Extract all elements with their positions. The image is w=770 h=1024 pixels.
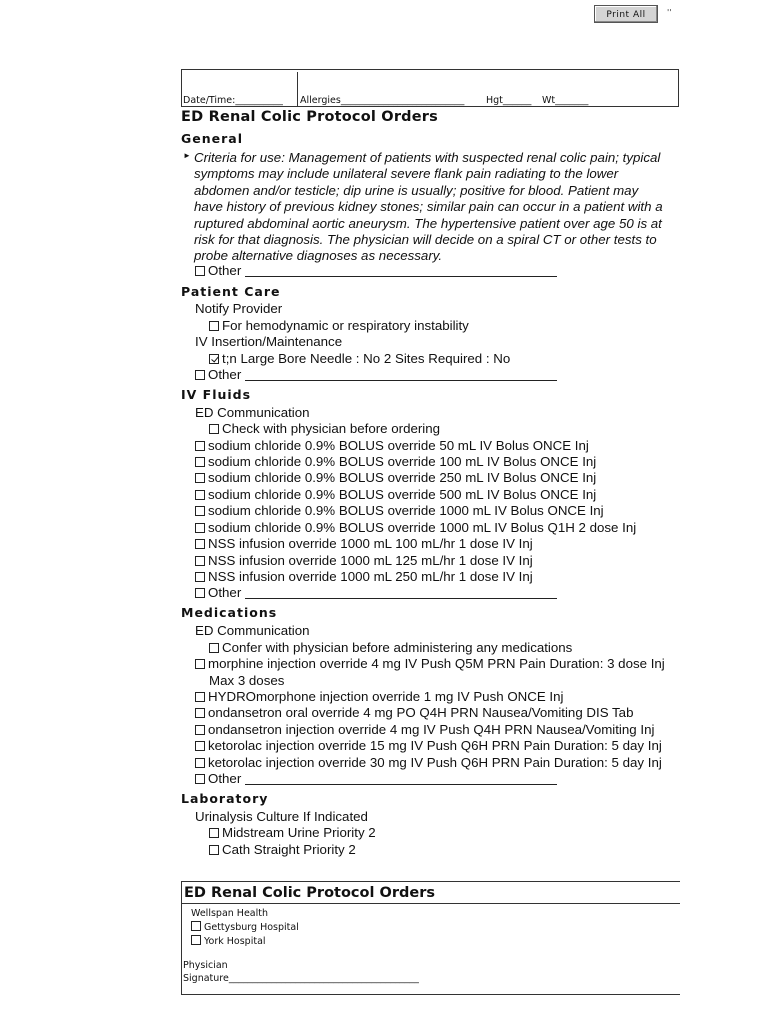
cath-label: Cath Straight Priority 2 [222,842,356,857]
medication-checkbox[interactable] [195,708,205,718]
medication-checkbox[interactable] [195,741,205,751]
iv-insertion-label: IV Insertion/Maintenance [195,334,343,349]
iv-fluid-row[interactable] [195,438,589,454]
needle-checkbox[interactable] [209,354,219,364]
weight-field[interactable]: Wt_______ [542,95,589,106]
iv-other-label: Other [208,585,242,600]
iv-fluid-label: sodium chloride 0.9% BOLUS override 1000 mL IV Bolus Q1H 2 dose Inj [208,520,637,535]
general-other-row[interactable] [195,263,557,279]
midstream-row[interactable] [209,825,376,841]
footer-top-rule [181,881,680,882]
med-other-label: Other [208,771,242,786]
footer-left-rule [181,881,182,994]
iv-check-checkbox[interactable] [209,424,219,434]
morphine-checkbox[interactable] [195,659,205,669]
cath-row[interactable] [209,842,356,858]
midstream-label: Midstream Urine Priority 2 [222,825,376,840]
footer-title-rule [181,903,680,904]
general-other-line[interactable] [245,264,557,277]
patient-care-other-row[interactable] [195,367,557,383]
section-general-heading: General [181,131,243,146]
medication-row[interactable] [195,722,654,738]
morphine-row[interactable] [195,656,665,672]
iv-fluid-label: NSS infusion override 1000 mL 250 mL/hr 1 dose IV Inj [208,569,533,584]
iv-comm-label: ED Communication [195,405,310,420]
datetime-field[interactable]: Date/Time:__________ [183,95,283,106]
iv-fluid-label: NSS infusion override 1000 mL 125 mL/hr 1 dose IV Inj [208,553,533,568]
confer-checkbox[interactable] [209,643,219,653]
medication-row[interactable] [195,755,662,771]
medication-checkbox[interactable] [195,725,205,735]
iv-fluid-checkbox[interactable] [195,556,205,566]
med-other-checkbox[interactable] [195,774,205,784]
iv-fluid-checkbox[interactable] [195,572,205,582]
iv-check-label: Check with physician before ordering [222,421,441,436]
medication-label: ketorolac injection override 30 mg IV Push Q6H PRN Pain Duration: 5 day Inj [208,755,662,770]
medication-row[interactable] [195,689,563,705]
med-other-row[interactable] [195,771,557,787]
patient-care-other-checkbox[interactable] [195,370,205,380]
iv-fluid-checkbox[interactable] [195,490,205,500]
gettysburg-checkbox[interactable] [191,921,201,931]
iv-fluid-checkbox[interactable] [195,441,205,451]
york-row[interactable] [191,935,266,947]
iv-fluid-row[interactable] [195,454,596,470]
morphine-max-label: Max 3 doses [209,673,285,688]
signature-field[interactable]: Signature________________________________________ [183,973,419,984]
iv-fluid-checkbox[interactable] [195,523,205,533]
needle-row[interactable] [209,351,510,367]
allergies-field[interactable]: Allergies__________________________ [300,95,465,106]
notify-provider-label: Notify Provider [195,301,283,316]
section-laboratory-heading: Laboratory [181,791,269,806]
iv-fluid-row[interactable] [195,520,636,536]
criteria-text: Criteria for use: Management of patients with suspected renal colic pain; typical symptoms may include unilateral severe flank pain radiating to the lower abdomen and/or testicle; dip urine is usually; positive for blood. Patient may have history of previous kidney stones; similar pain can occur in a patient with a ruptured abdominal aortic aneurysm. The hypertensive patient over age 50 is at risk for that diagnosis. The physician will decide on a spiral CT or other tests to probe alternative diagnoses as necessary. [194,150,663,264]
urinalysis-label: Urinalysis Culture If Indicated [195,809,368,824]
iv-fluid-label: sodium chloride 0.9% BOLUS override 1000 mL IV Bolus ONCE Inj [208,503,604,518]
patient-care-other-line[interactable] [245,368,557,381]
page-title: ED Renal Colic Protocol Orders [181,109,438,125]
iv-fluid-row[interactable] [195,553,533,569]
iv-fluid-row[interactable] [195,487,596,503]
hemo-row[interactable] [209,318,469,334]
iv-other-row[interactable] [195,585,557,601]
hemo-checkbox[interactable] [209,321,219,331]
general-other-checkbox[interactable] [195,266,205,276]
section-iv-fluids-heading: IV Fluids [181,387,252,402]
iv-check-row[interactable] [209,421,440,437]
medication-row[interactable] [195,705,633,721]
footer-title: ED Renal Colic Protocol Orders [184,885,435,901]
morphine-label: morphine injection override 4 mg IV Push Q5M PRN Pain Duration: 3 dose Inj [208,656,665,671]
iv-fluid-row[interactable] [195,503,604,519]
confer-label: Confer with physician before administering any medications [222,640,573,655]
medication-label: ondansetron oral override 4 mg PO Q4H PRN Nausea/Vomiting DIS Tab [208,705,634,720]
york-checkbox[interactable] [191,935,201,945]
york-label: York Hospital [204,936,266,947]
medication-row[interactable] [195,738,662,754]
iv-fluid-checkbox[interactable] [195,539,205,549]
iv-other-checkbox[interactable] [195,588,205,598]
medication-label: ketorolac injection override 15 mg IV Push Q6H PRN Pain Duration: 5 day Inj [208,738,662,753]
iv-fluid-row[interactable] [195,569,533,585]
height-field[interactable]: Hgt______ [486,95,532,106]
hemo-label: For hemodynamic or respiratory instability [222,318,469,333]
iv-fluid-checkbox[interactable] [195,506,205,516]
medication-label: HYDROmorphone injection override 1 mg IV Push ONCE Inj [208,689,564,704]
confer-row[interactable] [209,640,572,656]
general-other-label: Other [208,263,242,278]
iv-fluid-label: sodium chloride 0.9% BOLUS override 250 mL IV Bolus ONCE Inj [208,470,597,485]
gettysburg-row[interactable] [191,921,299,933]
iv-fluid-checkbox[interactable] [195,457,205,467]
iv-fluid-label: sodium chloride 0.9% BOLUS override 500 mL IV Bolus ONCE Inj [208,487,597,502]
med-comm-label: ED Communication [195,623,310,638]
patient-care-other-label: Other [208,367,242,382]
toolbar-mark: '' [667,8,672,17]
iv-fluid-label: sodium chloride 0.9% BOLUS override 50 mL IV Bolus ONCE Inj [208,438,589,453]
iv-fluid-row[interactable] [195,470,596,486]
medication-label: ondansetron injection override 4 mg IV Push Q4H PRN Nausea/Vomiting Inj [208,722,655,737]
iv-fluid-label: NSS infusion override 1000 mL 100 mL/hr 1 dose IV Inj [208,536,533,551]
needle-label: t;n Large Bore Needle : No 2 Sites Required : No [222,351,511,366]
physician-label: Physician [183,960,228,971]
bullet-icon: ► [183,151,191,160]
cath-checkbox[interactable] [209,845,219,855]
med-other-line[interactable] [245,772,557,785]
medication-checkbox[interactable] [195,692,205,702]
footer-org: Wellspan Health [191,908,268,919]
iv-fluid-label: sodium chloride 0.9% BOLUS override 100 mL IV Bolus ONCE Inj [208,454,597,469]
midstream-checkbox[interactable] [209,828,219,838]
section-patient-care-heading: Patient Care [181,284,281,299]
header-divider [297,72,298,107]
medication-checkbox[interactable] [195,758,205,768]
iv-fluid-checkbox[interactable] [195,473,205,483]
footer-bottom-rule [181,994,680,995]
iv-other-line[interactable] [245,586,557,599]
iv-fluid-row[interactable] [195,536,533,552]
print-all-button[interactable]: Print All [594,5,658,23]
gettysburg-label: Gettysburg Hospital [204,922,299,933]
section-medications-heading: Medications [181,605,278,620]
